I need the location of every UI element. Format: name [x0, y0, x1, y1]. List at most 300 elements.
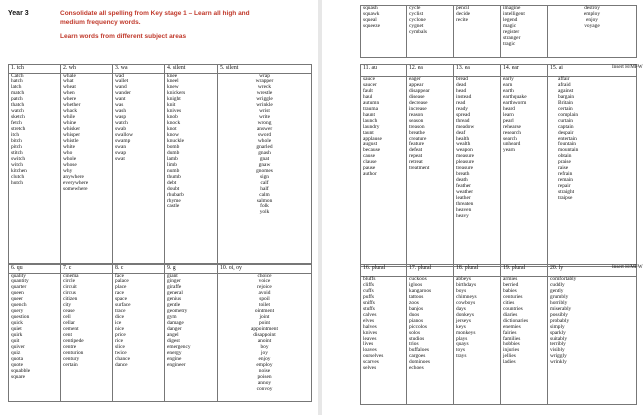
word-list: [63, 274, 110, 369]
word-item: afraid: [558, 81, 571, 88]
word-item: cycle: [409, 5, 421, 11]
word-item: circus: [63, 290, 76, 297]
word-item: squash: [363, 5, 378, 11]
word-item: slice: [115, 343, 125, 350]
word-item: haunt: [363, 111, 375, 118]
column-header: 11. au: [361, 65, 407, 77]
word-item: buffaloes: [409, 347, 429, 354]
word-item: ourselves: [363, 353, 384, 360]
word-item: destroy: [584, 5, 600, 11]
column-header: 8. c: [113, 265, 165, 274]
word-list: [220, 74, 309, 217]
word-item: folk: [260, 203, 269, 210]
word-item: certain: [558, 105, 573, 112]
word-item: weapon: [456, 147, 473, 154]
word-item: sniffs: [363, 299, 375, 306]
intro-line-1: Consolidate all spelling from Key stage 1 – Learn all high and: [60, 10, 250, 17]
word-item: stitch: [11, 149, 23, 156]
word-row: [9, 273, 312, 401]
word-item: despair: [558, 129, 574, 136]
word-item: wealth: [456, 141, 471, 148]
word-item: register: [503, 28, 520, 35]
word-item: appointment: [251, 326, 278, 333]
word-item: decide: [456, 10, 471, 17]
word-item: ointment: [254, 308, 275, 315]
word-item: lamb: [167, 155, 178, 162]
word-item: toilet: [258, 302, 271, 309]
word-item: where: [63, 96, 77, 103]
word-item: whack: [63, 108, 78, 115]
word-cell: [548, 277, 637, 405]
spelling-table-6-10: [8, 264, 312, 402]
word-item: solos: [409, 329, 421, 336]
word-item: banjos: [409, 305, 424, 312]
word-item: comfortably: [550, 276, 577, 282]
word-item: stuffs: [363, 305, 375, 312]
word-list: [456, 6, 498, 24]
word-item: rhyme: [167, 197, 181, 204]
word-item: pause: [363, 165, 376, 172]
word-item: cellar: [63, 320, 75, 327]
word-item: measure: [456, 153, 474, 160]
word-list: [409, 277, 451, 372]
word-item: palace: [115, 278, 129, 285]
word-item: leaves: [363, 335, 377, 342]
word-item: knock: [167, 120, 181, 127]
word-item: energy: [167, 349, 182, 356]
word-item: cause: [363, 153, 375, 160]
word-item: abbeys: [456, 276, 471, 282]
word-item: wriggle: [256, 96, 273, 103]
word-item: autumn: [363, 99, 380, 106]
word-item: query: [11, 308, 24, 315]
column-header: 1. tch: [9, 65, 61, 74]
word-list: [363, 277, 404, 372]
word-item: pianos: [409, 317, 424, 324]
word-item: echoes: [409, 365, 424, 372]
word-item: wheat: [63, 84, 76, 91]
word-list: [456, 77, 498, 220]
word-item: simply: [550, 323, 565, 330]
word-list: [363, 6, 404, 30]
header-row: [361, 65, 637, 77]
word-item: voyage: [584, 22, 600, 29]
word-cell: [113, 73, 165, 263]
word-item: treatment: [409, 165, 430, 172]
word-item: write: [258, 114, 271, 121]
word-item: wrinkly: [550, 359, 567, 366]
word-item: sparkly: [550, 329, 566, 336]
word-cell: [454, 77, 501, 267]
word-item: salmon: [256, 197, 273, 204]
word-item: tragic: [503, 40, 516, 47]
word-item: bread: [456, 76, 468, 82]
word-item: quick: [11, 320, 23, 327]
word-item: death: [456, 177, 468, 184]
spelling-table-continued: [360, 5, 637, 58]
word-item: mountain: [558, 147, 579, 154]
word-item: wrestle: [256, 90, 273, 97]
word-item: bargain: [558, 93, 575, 100]
word-item: cent: [63, 332, 72, 339]
word-item: dead: [456, 81, 467, 88]
word-item: wrap: [259, 72, 270, 79]
word-item: quiver: [11, 343, 25, 350]
word-item: dice: [115, 314, 124, 321]
word-item: knit: [167, 102, 176, 109]
word-item: circuit: [63, 284, 77, 291]
word-item: squeal: [363, 16, 377, 23]
word-item: whole: [63, 155, 77, 162]
word-item: bluffs: [363, 276, 376, 282]
word-item: hutch: [11, 179, 23, 186]
word-item: cell: [63, 314, 71, 321]
word-item: straight: [558, 189, 575, 196]
column-header: 13. ea: [454, 65, 501, 77]
word-cell: [501, 277, 548, 405]
word-item: half: [260, 185, 269, 192]
word-item: spread: [456, 111, 471, 118]
word-item: zoos: [409, 299, 419, 306]
word-item: circle: [63, 278, 75, 285]
intro-text: [60, 10, 310, 42]
column-header: 17. plural: [407, 265, 454, 277]
word-item: launch: [363, 117, 378, 124]
word-list: [550, 6, 634, 30]
word-item: bomb: [167, 143, 180, 150]
word-item: creature: [409, 135, 427, 142]
word-item: quirk: [11, 332, 23, 339]
word-list: [456, 277, 498, 360]
word-item: sauce: [363, 76, 375, 82]
word-item: dictionaries: [503, 317, 529, 324]
word-item: whisker: [63, 126, 81, 133]
word-item: anoint: [257, 337, 272, 344]
word-item: jellies: [503, 353, 516, 360]
word-item: kitchen: [11, 167, 27, 174]
word-item: choice: [257, 272, 272, 279]
word-item: jerseys: [456, 317, 471, 324]
word-item: cyclone: [409, 16, 426, 23]
word-item: gnat: [259, 155, 270, 162]
word-list: [11, 74, 58, 187]
word-item: probably: [550, 317, 570, 324]
word-item: whine: [63, 120, 77, 127]
word-item: terribly: [550, 341, 566, 348]
word-item: leather: [456, 195, 471, 202]
header-row: [9, 65, 312, 74]
word-item: cuffs: [363, 287, 374, 294]
word-cell: [9, 273, 61, 401]
column-header: 19. plural: [501, 265, 548, 277]
spelling-table-1-5: [8, 64, 312, 264]
word-item: cowboys: [456, 299, 476, 306]
word-item: whisper: [63, 132, 81, 139]
word-item: yearn: [503, 147, 515, 154]
word-item: breathe: [409, 129, 425, 136]
word-item: whether: [63, 102, 81, 109]
word-item: appear: [409, 81, 424, 88]
word-item: engineer: [167, 361, 186, 368]
word-item: igloos: [409, 281, 423, 288]
word-item: citizen: [63, 296, 78, 303]
word-item: wrapper: [255, 78, 274, 85]
word-list: [11, 274, 58, 381]
column-header: 7. c: [61, 265, 113, 274]
word-item: wad: [115, 72, 124, 79]
word-list: [503, 277, 545, 366]
word-item: puffs: [363, 293, 374, 300]
word-item: patch: [11, 96, 23, 103]
word-item: early: [503, 76, 514, 82]
word-item: berried: [503, 281, 519, 288]
word-cell: [361, 6, 407, 58]
word-item: sword: [257, 132, 272, 139]
word-item: anywhere: [63, 173, 84, 180]
word-list: [167, 274, 215, 369]
word-item: danger: [167, 326, 182, 333]
word-item: families: [503, 335, 521, 342]
spelling-table-11-15: [360, 64, 643, 267]
word-item: wrong: [257, 120, 272, 127]
word-item: chance: [115, 355, 130, 362]
word-item: countries: [503, 305, 523, 312]
word-item: nice: [115, 326, 124, 333]
word-item: recite: [456, 16, 468, 23]
word-item: calf: [260, 179, 269, 186]
header-row: [9, 265, 312, 274]
word-item: calm: [259, 191, 270, 198]
header-row: [361, 265, 637, 277]
word-item: noise: [258, 367, 271, 374]
word-item: cement: [63, 326, 79, 333]
word-item: cuddly: [550, 281, 565, 288]
word-list: [115, 74, 162, 163]
word-item: swab: [115, 126, 127, 133]
right-page: [322, 0, 643, 415]
word-item: because: [363, 147, 381, 154]
word-item: possibly: [550, 311, 568, 318]
word-item: gnomes: [256, 167, 273, 174]
intro-line-3: Learn words from different subject areas: [60, 33, 187, 40]
word-cell: [361, 277, 407, 405]
word-item: chimneys: [456, 293, 477, 300]
word-item: fairies: [503, 329, 517, 336]
word-item: race: [115, 290, 124, 297]
word-item: bitch: [11, 137, 22, 144]
word-item: feature: [409, 141, 424, 148]
word-item: quench: [11, 302, 27, 309]
word-item: voice: [258, 278, 271, 285]
word-item: captain: [558, 123, 574, 130]
word-item: wrist: [259, 108, 270, 115]
word-item: tattoos: [409, 293, 424, 300]
word-item: intelligent: [503, 10, 525, 17]
word-cell: [454, 6, 501, 58]
word-item: gnaw: [258, 161, 271, 168]
word-item: cease: [63, 308, 75, 315]
word-item: against: [558, 87, 574, 94]
word-item: treason: [409, 123, 425, 130]
word-item: earthworm: [503, 99, 527, 106]
word-item: why: [63, 167, 73, 174]
word-item: city: [63, 302, 72, 309]
word-item: pleasure: [456, 159, 474, 166]
word-item: emergency: [167, 343, 191, 350]
word-item: engine: [167, 355, 182, 362]
word-item: heard: [503, 105, 515, 112]
word-list: [220, 274, 309, 393]
word-item: general: [167, 290, 183, 297]
word-row: [361, 77, 637, 267]
word-item: wander: [115, 90, 131, 97]
word-item: duos: [409, 311, 420, 318]
word-item: research: [503, 129, 521, 136]
word-item: author: [363, 171, 377, 178]
word-item: saucer: [363, 81, 377, 88]
column-header-label: 20. ly: [550, 265, 564, 271]
word-list: [503, 6, 545, 48]
word-item: quit: [11, 337, 20, 344]
intro-line-2: medium frequency words.: [60, 18, 141, 26]
word-cell: [407, 277, 454, 405]
word-item: queer: [11, 296, 23, 303]
word-item: piccolos: [409, 323, 427, 330]
word-cell: [113, 273, 165, 401]
word-item: boy: [260, 343, 269, 350]
word-cell: [548, 6, 637, 58]
word-item: rhubarb: [167, 191, 184, 198]
word-item: employ: [583, 10, 601, 17]
word-item: earthquake: [503, 93, 527, 100]
word-item: breath: [456, 171, 470, 178]
word-item: numb: [167, 167, 180, 174]
word-item: fetch: [11, 120, 22, 127]
word-item: studios: [409, 335, 425, 342]
word-item: gentle: [167, 302, 181, 309]
word-item: dance: [115, 361, 128, 368]
word-item: obtain: [558, 153, 572, 160]
word-item: trays: [456, 353, 467, 360]
word-item: knight: [167, 96, 181, 103]
word-item: days: [456, 305, 466, 312]
word-item: applause: [363, 135, 382, 142]
word-item: scarves: [363, 359, 379, 366]
word-item: space: [115, 296, 127, 303]
word-item: fountain: [558, 141, 576, 148]
word-item: castle: [167, 203, 180, 210]
word-item: rejoice: [257, 284, 272, 291]
word-item: miserably: [550, 305, 572, 312]
word-item: plays: [456, 335, 468, 342]
word-item: kangaroos: [409, 287, 432, 294]
column-header: 6. qu: [9, 265, 61, 274]
word-item: knives: [363, 329, 378, 336]
word-item: quota: [11, 355, 23, 362]
word-item: instead: [456, 93, 472, 100]
word-list: [409, 77, 451, 172]
word-item: thumb: [167, 173, 181, 180]
column-header: 18. plural: [454, 265, 501, 277]
column-header: 3. wa: [113, 65, 165, 74]
word-item: hatch: [11, 78, 23, 85]
word-item: haul: [363, 93, 373, 100]
word-item: cliffs: [363, 281, 374, 288]
word-item: ladies: [503, 359, 516, 366]
word-item: kneel: [167, 78, 179, 85]
word-item: learn: [503, 111, 514, 118]
word-cell: [218, 273, 312, 401]
word-item: remain: [558, 177, 573, 184]
word-item: employ: [256, 361, 273, 368]
word-item: entertain: [558, 135, 577, 142]
word-item: swallow: [115, 132, 133, 139]
word-item: legend: [503, 16, 518, 23]
word-item: refrain: [558, 171, 573, 178]
word-item: squabble: [11, 367, 31, 374]
word-item: babies: [503, 287, 517, 294]
word-item: curtain: [558, 117, 573, 124]
word-list: [503, 77, 545, 154]
word-item: face: [115, 272, 124, 279]
word-item: annoy: [257, 379, 272, 386]
word-item: trauma: [363, 105, 378, 112]
word-item: thatch: [11, 102, 25, 109]
word-item: search: [503, 135, 517, 142]
word-item: eager: [409, 76, 421, 82]
word-item: century: [63, 355, 80, 362]
word-item: want: [115, 96, 126, 103]
word-item: wreck: [257, 84, 272, 91]
column-header: 12. ea: [407, 65, 454, 77]
word-item: knee: [167, 72, 178, 79]
word-item: boys: [456, 287, 467, 294]
word-item: squawk: [363, 10, 380, 17]
word-item: enjoy: [258, 355, 271, 362]
word-item: defeat: [409, 147, 423, 154]
word-item: unheard: [503, 141, 521, 148]
word-cell: [501, 77, 548, 267]
column-header: [548, 64, 643, 77]
word-item: decrease: [409, 99, 428, 106]
word-item: cymbals: [409, 28, 427, 35]
word-item: heavy: [456, 212, 469, 219]
word-item: while: [63, 114, 75, 121]
word-cell: [9, 73, 61, 263]
word-item: imagine: [503, 5, 521, 11]
word-item: genius: [167, 296, 182, 303]
word-cell: [61, 273, 113, 401]
word-item: quiet: [11, 326, 22, 333]
word-item: repeat: [409, 153, 423, 160]
word-item: geometry: [167, 308, 188, 315]
word-item: swat: [115, 155, 125, 162]
word-item: thread: [456, 117, 470, 124]
word-item: whistle: [63, 137, 79, 144]
word-item: whose: [63, 161, 77, 168]
word-item: deaf: [456, 129, 466, 136]
insert-note: Insert H/MFW: [612, 64, 643, 70]
word-item: cargoes: [409, 353, 426, 360]
word-item: whale: [63, 72, 76, 79]
word-item: giraffe: [167, 284, 182, 291]
word-item: wriggly: [550, 353, 567, 360]
word-item: quote: [11, 361, 23, 368]
word-item: selves: [363, 365, 377, 372]
word-item: debt: [167, 179, 177, 186]
word-item: birthdays: [456, 281, 477, 288]
word-list: [550, 77, 634, 202]
